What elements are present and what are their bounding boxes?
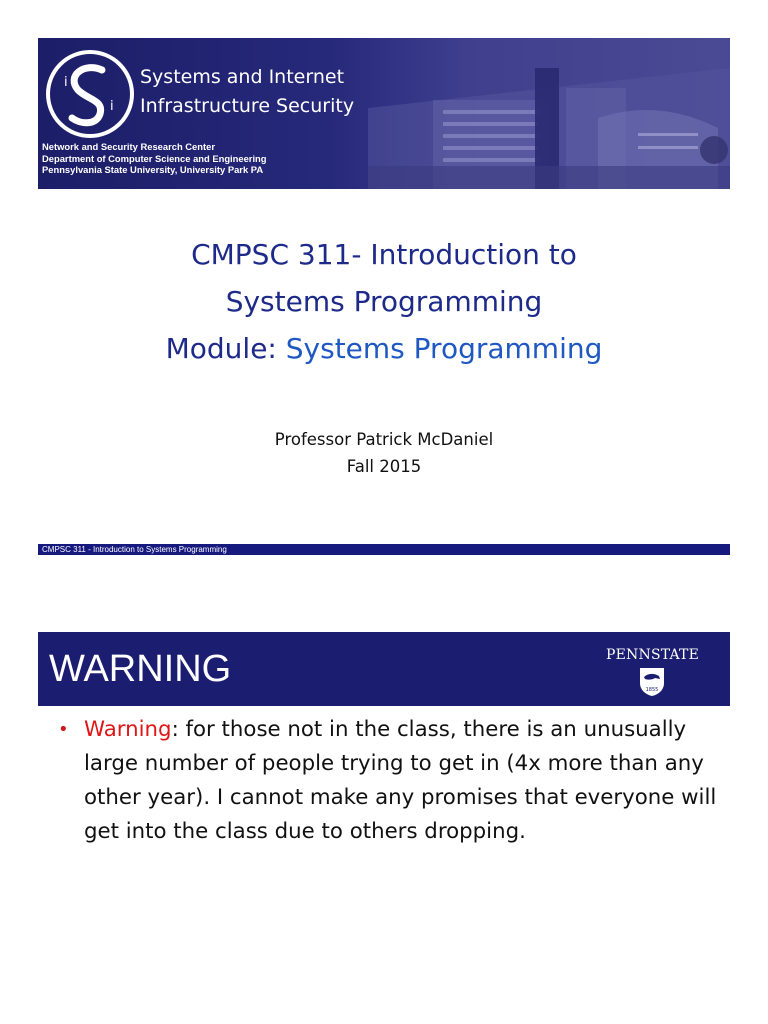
pennstate-logo xyxy=(606,646,698,697)
siis-logo-icon xyxy=(44,48,136,140)
logo-letter-i-bottom: i xyxy=(110,99,114,114)
module-line xyxy=(0,325,768,372)
pennstate-shield-icon xyxy=(639,667,665,697)
module-label: Module: xyxy=(165,332,286,365)
warning-highlight: Warning xyxy=(84,717,172,742)
banner-sub-line3: Pennsylvania State University, University Park PA xyxy=(42,164,264,175)
header-banner xyxy=(38,38,730,189)
slide-title xyxy=(0,231,768,372)
pennstate-wordmark: PENNSTATE xyxy=(606,647,700,663)
author-name: Professor Patrick McDaniel xyxy=(274,430,494,449)
warning-body: : for those not in the class, there is an unusually large number of people trying to get in (4x more than any other year). I cannot make any promises that everyone will get into the class due to others dropping. xyxy=(84,717,717,844)
banner-sub-line2: Department of Computer Science and Engineering xyxy=(42,152,267,164)
slide-title-line1: CMPSC 311- Introduction to xyxy=(191,238,577,271)
logo-letter-i-top: i xyxy=(64,75,68,90)
term: Fall 2015 xyxy=(346,457,422,476)
bullet-marker: • xyxy=(58,719,69,740)
banner-title xyxy=(140,63,354,121)
banner-subtitle xyxy=(42,141,267,176)
slide2-title: WARNING xyxy=(49,648,232,690)
footer-text: CMPSC 311 - Introduction to Systems Programming xyxy=(42,545,227,554)
pennstate-year: 1855 xyxy=(645,687,659,693)
module-name: Systems Programming xyxy=(285,332,603,365)
banner-title-line2: Infrastructure Security xyxy=(140,95,355,117)
bullet-text xyxy=(84,713,724,849)
slide-footer xyxy=(38,544,730,555)
banner-sub-line1: Network and Security Research Center xyxy=(42,141,215,152)
banner-title-line1: Systems and Internet xyxy=(140,66,345,88)
slide-title-line2: Systems Programming xyxy=(225,285,543,318)
author-block xyxy=(0,426,768,480)
slide2-header xyxy=(38,632,730,706)
